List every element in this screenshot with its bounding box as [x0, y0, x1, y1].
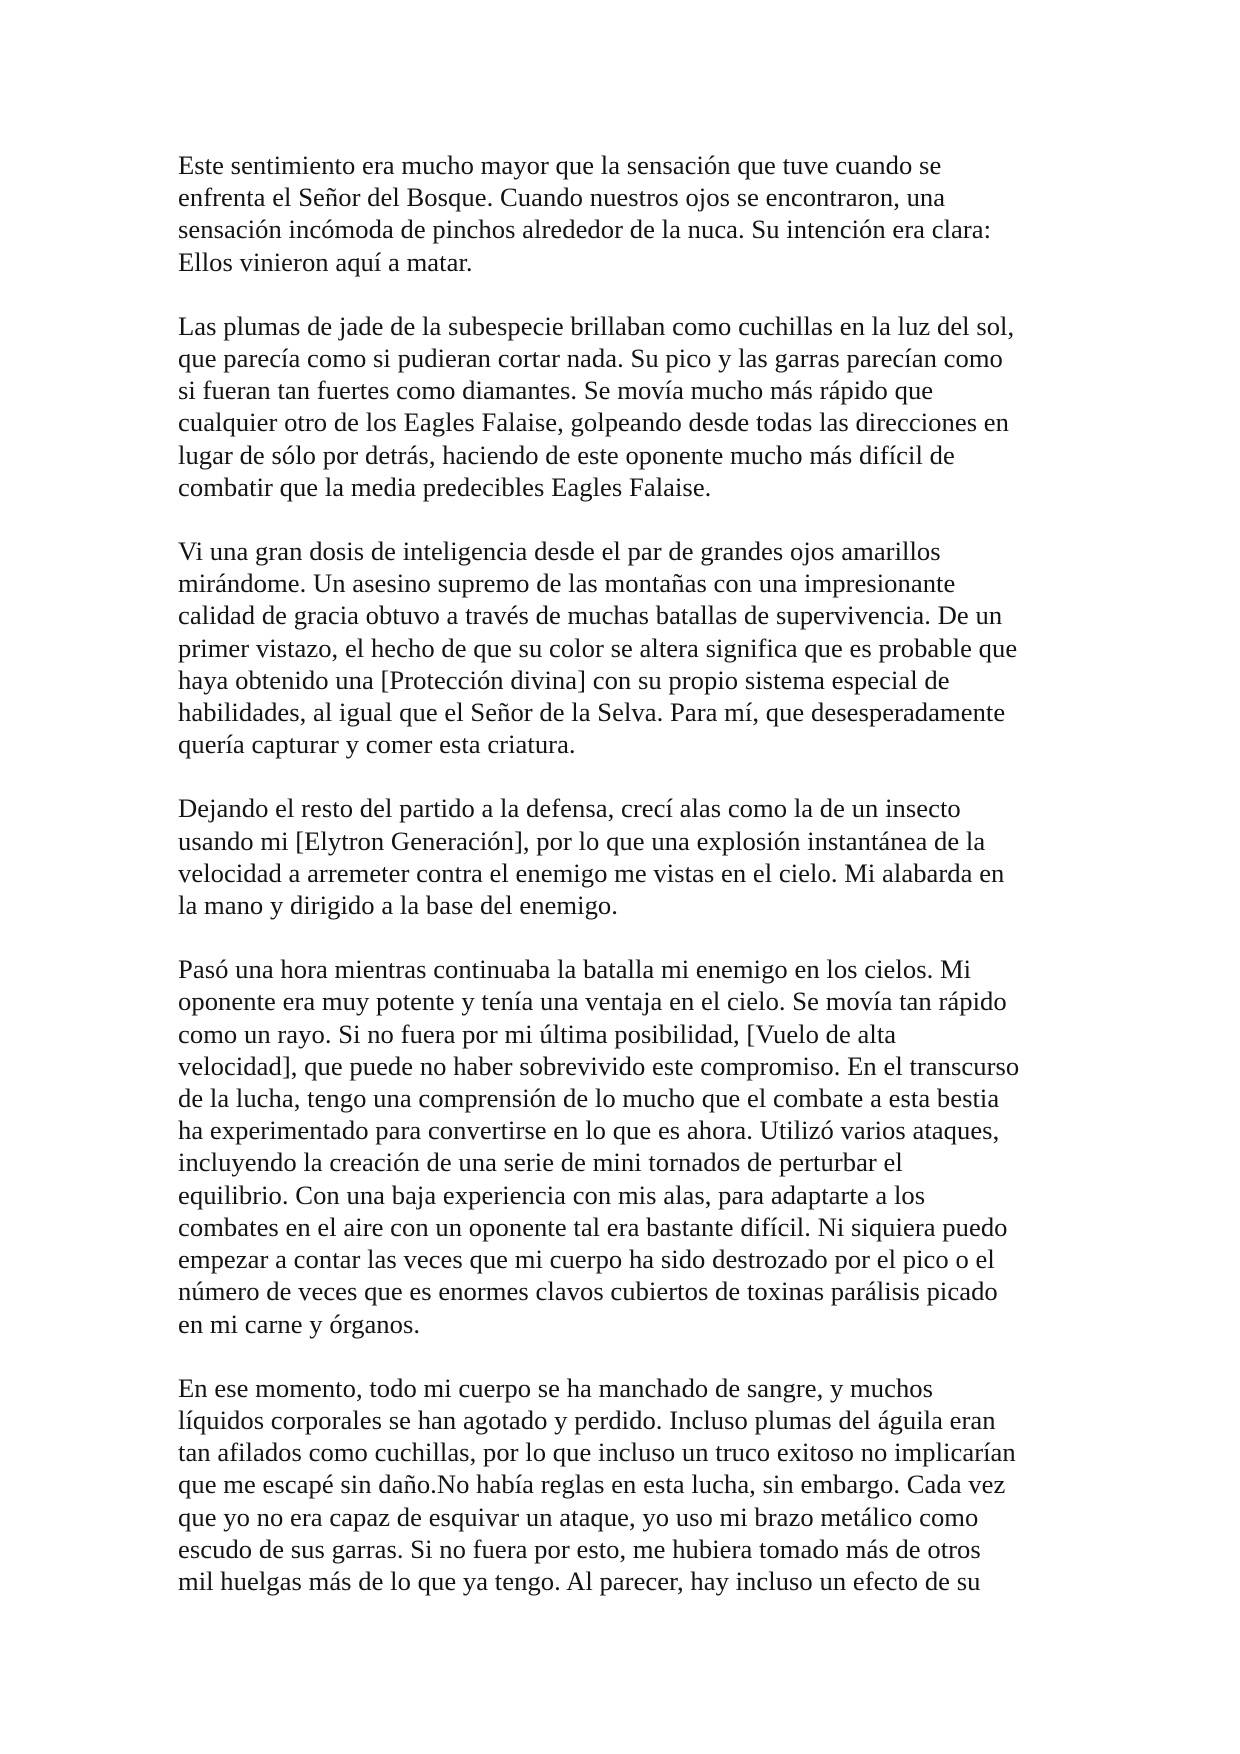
text-line: escudo de sus garras. Si no fuera por esto, me hubiera tomado más de otros — [178, 1533, 981, 1564]
text-line: la mano y dirigido a la base del enemigo. — [178, 890, 618, 921]
text-line: Dejando el resto del partido a la defensa, crecí alas como la de un insecto — [178, 793, 961, 824]
text-line: velocidad a arremeter contra el enemigo me vistas en el cielo. Mi alabarda en — [178, 857, 1005, 888]
text-line: combatir que la media predecibles Eagles Falaise. — [178, 471, 712, 502]
text-line: usando mi [Elytron Generación], por lo que una explosión instantánea de la — [178, 825, 986, 856]
text-line: número de veces que es enormes clavos cubiertos de toxinas parálisis picado — [178, 1276, 998, 1307]
paragraph — [178, 310, 1078, 503]
text-line: mirándome. Un asesino supremo de las montañas con una impresionante — [178, 568, 956, 599]
text-line: ha experimentado para convertirse en lo que es ahora. Utilizó varios ataques, — [178, 1115, 1000, 1146]
text-line: tan afilados como cuchillas, por lo que incluso un truco exitoso no implicarían — [178, 1437, 1016, 1468]
text-line: Vi una gran dosis de inteligencia desde el par de grandes ojos amarillos — [178, 536, 941, 567]
text-line: incluyendo la creación de una serie de mini tornados de perturbar el — [178, 1147, 903, 1178]
text-line: que parecía como si pudieran cortar nada. Su pico y las garras parecían como — [178, 343, 1003, 374]
paragraph — [178, 792, 1078, 921]
text-line: de la lucha, tengo una comprensión de lo mucho que el combate a esta bestia — [178, 1083, 1000, 1114]
text-line: sensación incómoda de pinchos alrededor de la nuca. Su intención era clara: — [178, 214, 992, 245]
text-line: quería capturar y comer esta criatura. — [178, 729, 576, 760]
text-line: Las plumas de jade de la subespecie brillaban como cuchillas en la luz del sol, — [178, 310, 1015, 341]
text-line: cualquier otro de los Eagles Falaise, golpeando desde todas las direcciones en — [178, 407, 1009, 438]
text-line: velocidad], que puede no haber sobrevivido este compromiso. En el transcurso — [178, 1050, 1020, 1081]
text-line: primer vistazo, el hecho de que su color se altera significa que es probable que — [178, 632, 1018, 663]
text-line: líquidos corporales se han agotado y perdido. Incluso plumas del águila eran — [178, 1404, 996, 1435]
text-line: equilibrio. Con una baja experiencia con mis alas, para adaptarte a los — [178, 1179, 926, 1210]
text-line: mil huelgas más de lo que ya tengo. Al parecer, hay incluso un efecto de su — [178, 1565, 981, 1596]
paragraph — [178, 535, 1078, 760]
text-line: lugar de sólo por detrás, haciendo de este oponente mucho más difícil de — [178, 439, 955, 470]
paragraph — [178, 149, 1078, 278]
paragraph — [178, 1372, 1078, 1597]
document-body — [178, 149, 1078, 1629]
text-line: si fueran tan fuertes como diamantes. Se movía mucho más rápido que — [178, 375, 934, 406]
text-line: habilidades, al igual que el Señor de la Selva. Para mí, que desesperadamente — [178, 697, 1006, 728]
text-line: combates en el aire con un oponente tal era bastante difícil. Ni siquiera puedo — [178, 1211, 1008, 1242]
text-line: empezar a contar las veces que mi cuerpo ha sido destrozado por el pico o el — [178, 1244, 995, 1275]
text-line: en mi carne y órganos. — [178, 1308, 421, 1339]
text-line: calidad de gracia obtuvo a través de muchas batallas de supervivencia. De un — [178, 600, 1003, 631]
text-line: que me escapé sin daño.No había reglas en esta lucha, sin embargo. Cada vez — [178, 1469, 1006, 1500]
text-line: oponente era muy potente y tenía una ventaja en el cielo. Se movía tan rápido — [178, 986, 1007, 1017]
text-line: Ellos vinieron aquí a matar. — [178, 246, 473, 277]
text-line: Este sentimiento era mucho mayor que la sensación que tuve cuando se — [178, 150, 942, 180]
text-line: haya obtenido una [Protección divina] con su propio sistema especial de — [178, 664, 950, 695]
text-line: En ese momento, todo mi cuerpo se ha manchado de sangre, y muchos — [178, 1372, 934, 1403]
text-line: enfrenta el Señor del Bosque. Cuando nuestros ojos se encontraron, una — [178, 182, 946, 213]
text-line: Pasó una hora mientras continuaba la batalla mi enemigo en los cielos. Mi — [178, 954, 972, 985]
text-line: que yo no era capaz de esquivar un ataque, yo uso mi brazo metálico como — [178, 1501, 979, 1532]
text-line: como un rayo. Si no fuera por mi última posibilidad, [Vuelo de alta — [178, 1018, 897, 1049]
paragraph — [178, 953, 1078, 1339]
